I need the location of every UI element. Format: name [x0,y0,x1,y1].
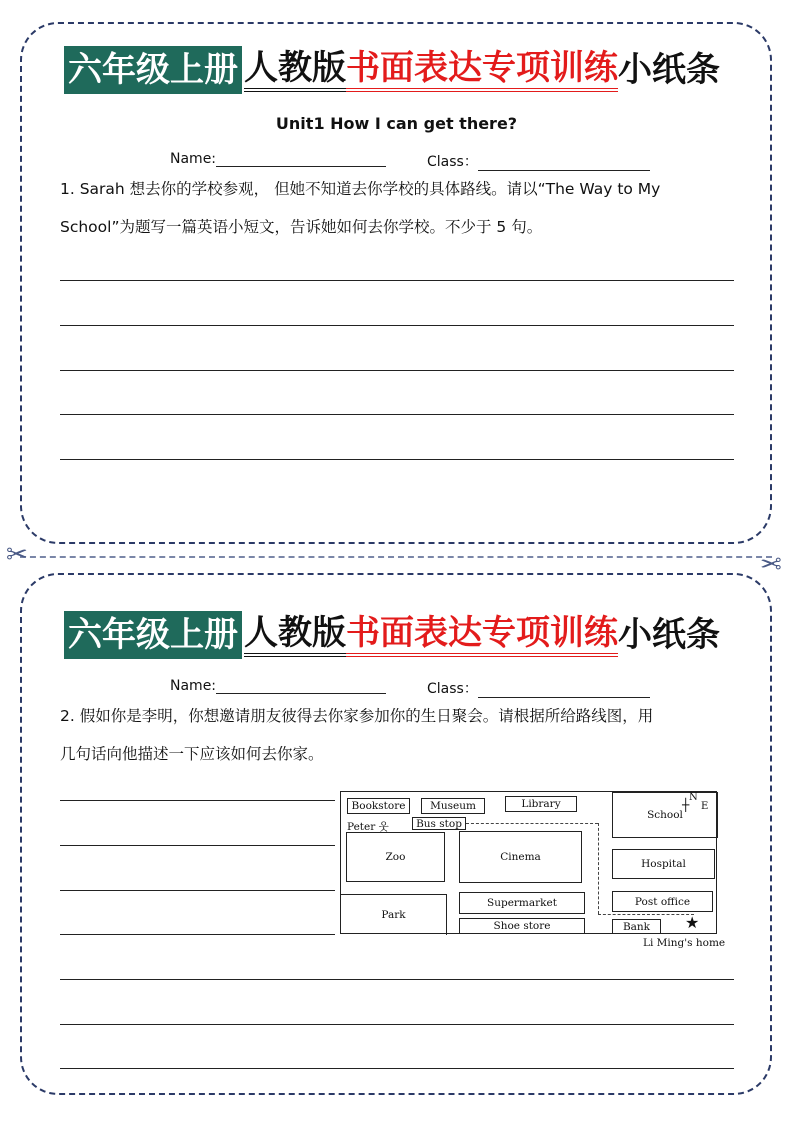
title-grade: 六年级上册 [64,611,242,659]
person-icon: 웃 [378,821,389,833]
map-zoo: Zoo [346,832,445,882]
question-2-line2: 几句话向他描述一下应该如何去你家。 [60,745,324,763]
writing-line[interactable] [60,459,734,460]
note-card-1 [20,22,772,544]
question-2 [60,697,740,773]
map-cinema: Cinema [459,831,582,883]
map-post-office: Post office [612,891,713,912]
name-blank[interactable] [216,152,386,167]
map-shoe-store: Shoe store [459,918,585,934]
title-suffix: 小纸条 [618,50,720,90]
map-school [612,792,718,838]
map-park: Park [341,894,447,935]
title-grade: 六年级上册 [64,46,242,94]
writing-line[interactable] [60,1024,734,1025]
map-hospital: Hospital [612,849,715,879]
map-peter-label: Peter [347,821,376,833]
map-supermarket: Supermarket [459,892,585,914]
map-home-label: Li Ming's home [643,937,726,949]
class-field [427,151,650,171]
class-field [427,678,650,698]
class-blank[interactable] [478,156,650,171]
name-label: Name: [170,678,217,694]
title-topic: 书面表达专项训练 [346,48,618,92]
map-school-label: School [647,809,683,821]
route-path [466,823,598,824]
question-1-line2: School”为题写一篇英语小短文，告诉她如何去你学校。不少于 5 句。 [60,218,543,236]
map-bus-stop: Bus stop [412,817,466,830]
unit-subtitle: Unit1 How I can get there? [275,114,518,133]
writing-line[interactable] [60,414,734,415]
writing-line[interactable] [60,325,734,326]
writing-line[interactable] [60,979,734,980]
title-edition: 人教版 [244,48,346,92]
writing-line[interactable] [60,370,734,371]
writing-line[interactable] [60,800,335,801]
star-icon: ★ [685,913,700,932]
card1-title [64,46,720,94]
scissors-icon: ✂ [6,540,28,570]
writing-line[interactable] [60,934,335,935]
route-path [598,914,694,915]
writing-line[interactable] [60,1068,734,1069]
class-label: Class： [427,681,478,697]
scissors-icon: ✂ [760,550,782,580]
title-edition: 人教版 [244,613,346,657]
name-field [170,151,386,167]
compass-icon: ┼ [682,798,690,812]
writing-line[interactable] [60,845,335,846]
name-field [170,678,386,694]
question-1 [60,170,740,246]
map-museum: Museum [421,798,485,814]
map-library: Library [505,796,577,812]
title-topic: 书面表达专项训练 [346,613,618,657]
cut-line [20,556,772,558]
card2-title [64,611,720,659]
class-label: Class： [427,154,478,170]
map-bookstore: Bookstore [347,798,410,814]
compass-n: N [689,792,698,803]
question-1-line1: 1. Sarah 想去你的学校参观， 但她不知道去你学校的具体路线。请以“The Way to My [60,180,661,198]
class-blank[interactable] [478,683,650,698]
writing-line[interactable] [60,890,335,891]
name-label: Name: [170,151,217,167]
name-blank[interactable] [216,679,386,694]
writing-line[interactable] [60,280,734,281]
title-suffix: 小纸条 [618,615,720,655]
route-path [598,823,599,914]
compass-e: E [701,801,709,812]
question-2-line1: 2. 假如你是李明，你想邀请朋友彼得去你家参加你的生日聚会。请根据所给路线图，用 [60,707,654,725]
route-map [340,791,717,934]
map-bank: Bank [612,919,661,934]
